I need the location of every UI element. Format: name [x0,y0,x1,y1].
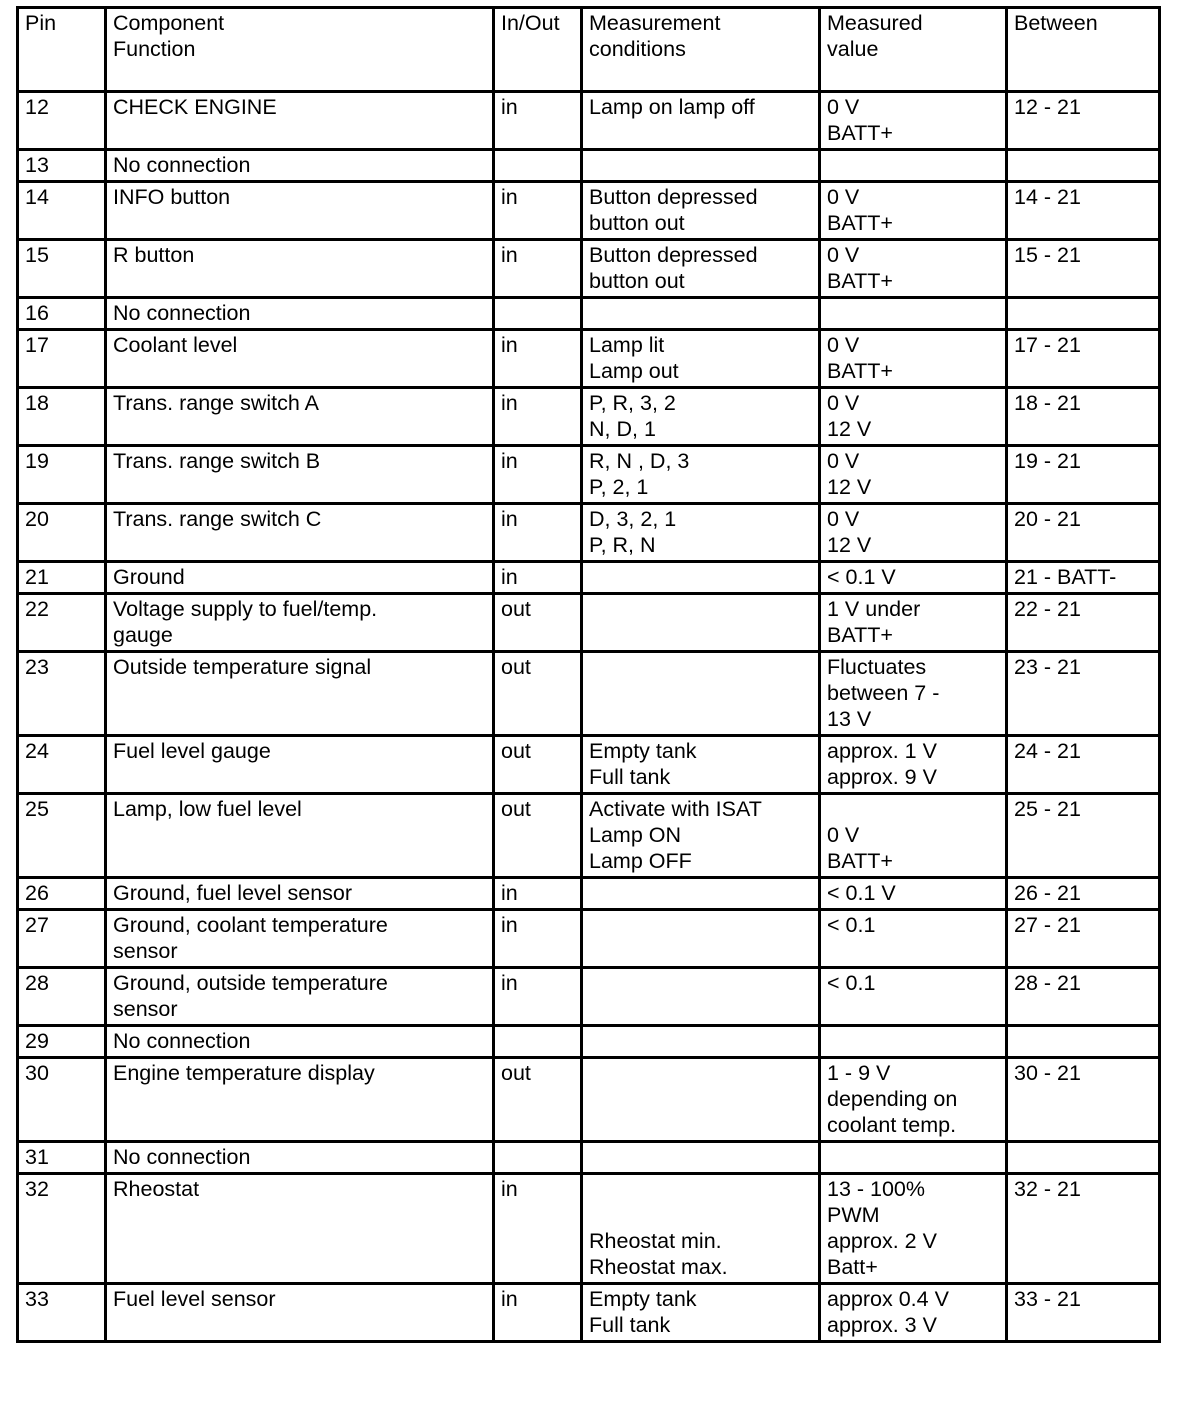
cell-between: 12 - 21 [1007,92,1160,150]
cell-measurement-conditions [582,1058,820,1142]
cell-component-function: No connection [106,1142,494,1174]
cell-component-function: Fuel level gauge [106,736,494,794]
table-row [18,1142,1160,1174]
cell-pin: 15 [18,240,106,298]
table-row [18,562,1160,594]
pin-measurement-table [16,6,1161,1343]
cell-pin: 18 [18,388,106,446]
cell-between: 32 - 21 [1007,1174,1160,1284]
table-row [18,150,1160,182]
cell-in-out: in [494,1174,582,1284]
cell-measurement-conditions: Button depressed button out [582,240,820,298]
cell-measured-value [820,150,1007,182]
table-row [18,240,1160,298]
cell-measurement-conditions [582,1142,820,1174]
cell-measurement-conditions: Empty tank Full tank [582,736,820,794]
cell-component-function: Ground, coolant temperature sensor [106,910,494,968]
cell-measurement-conditions [582,1026,820,1058]
cell-pin: 31 [18,1142,106,1174]
table-row [18,1058,1160,1142]
cell-in-out: in [494,330,582,388]
cell-in-out [494,1026,582,1058]
cell-between: 17 - 21 [1007,330,1160,388]
cell-measured-value [820,1142,1007,1174]
cell-component-function: CHECK ENGINE [106,92,494,150]
cell-component-function: Coolant level [106,330,494,388]
cell-pin: 16 [18,298,106,330]
cell-component-function: Rheostat [106,1174,494,1284]
table-row [18,968,1160,1026]
cell-pin: 30 [18,1058,106,1142]
cell-measured-value: < 0.1 [820,968,1007,1026]
cell-measurement-conditions: Lamp lit Lamp out [582,330,820,388]
cell-in-out: out [494,652,582,736]
table-row [18,1026,1160,1058]
cell-in-out: in [494,968,582,1026]
cell-between: 22 - 21 [1007,594,1160,652]
table-row [18,736,1160,794]
cell-pin: 33 [18,1284,106,1342]
cell-pin: 14 [18,182,106,240]
cell-component-function: No connection [106,150,494,182]
cell-pin: 29 [18,1026,106,1058]
cell-in-out: in [494,910,582,968]
table-row [18,388,1160,446]
cell-component-function: No connection [106,1026,494,1058]
cell-between: 26 - 21 [1007,878,1160,910]
cell-component-function: Ground, outside temperature sensor [106,968,494,1026]
cell-measured-value: 1 V under BATT+ [820,594,1007,652]
cell-between [1007,150,1160,182]
cell-measurement-conditions [582,878,820,910]
cell-between: 25 - 21 [1007,794,1160,878]
cell-pin: 24 [18,736,106,794]
cell-between: 30 - 21 [1007,1058,1160,1142]
cell-between: 19 - 21 [1007,446,1160,504]
cell-pin: 13 [18,150,106,182]
cell-measured-value: approx 0.4 V approx. 3 V [820,1284,1007,1342]
cell-component-function: R button [106,240,494,298]
cell-component-function: Ground, fuel level sensor [106,878,494,910]
cell-measured-value: 0 V BATT+ [820,330,1007,388]
cell-component-function: Voltage supply to fuel/temp. gauge [106,594,494,652]
cell-measured-value: 1 - 9 V depending on coolant temp. [820,1058,1007,1142]
cell-measurement-conditions: Rheostat min. Rheostat max. [582,1174,820,1284]
cell-pin: 20 [18,504,106,562]
cell-pin: 28 [18,968,106,1026]
cell-measured-value: 0 V BATT+ [820,794,1007,878]
cell-in-out: in [494,446,582,504]
cell-between: 20 - 21 [1007,504,1160,562]
table-body [18,92,1160,1342]
cell-measurement-conditions [582,968,820,1026]
cell-between: 24 - 21 [1007,736,1160,794]
cell-in-out: out [494,794,582,878]
cell-measurement-conditions [582,652,820,736]
cell-between: 21 - BATT- [1007,562,1160,594]
cell-component-function: Engine temperature display [106,1058,494,1142]
cell-measurement-conditions: Lamp on lamp off [582,92,820,150]
table-row [18,504,1160,562]
cell-measured-value: < 0.1 [820,910,1007,968]
cell-between: 18 - 21 [1007,388,1160,446]
cell-measurement-conditions: Activate with ISAT Lamp ON Lamp OFF [582,794,820,878]
cell-measured-value: 0 V BATT+ [820,92,1007,150]
cell-pin: 32 [18,1174,106,1284]
cell-in-out: in [494,1284,582,1342]
cell-in-out [494,298,582,330]
cell-between: 15 - 21 [1007,240,1160,298]
cell-component-function: Lamp, low fuel level [106,794,494,878]
cell-between: 27 - 21 [1007,910,1160,968]
table-row [18,794,1160,878]
cell-component-function: No connection [106,298,494,330]
table-row [18,330,1160,388]
header-component-function: Component Function [106,8,494,92]
header-between: Between [1007,8,1160,92]
cell-pin: 17 [18,330,106,388]
cell-measurement-conditions: P, R, 3, 2 N, D, 1 [582,388,820,446]
cell-measured-value: < 0.1 V [820,562,1007,594]
cell-between [1007,298,1160,330]
cell-measured-value: 0 V BATT+ [820,240,1007,298]
cell-in-out: in [494,240,582,298]
table-row [18,1174,1160,1284]
cell-component-function: Trans. range switch C [106,504,494,562]
cell-measurement-conditions: R, N , D, 3 P, 2, 1 [582,446,820,504]
cell-measured-value [820,1026,1007,1058]
header-pin: Pin [18,8,106,92]
cell-pin: 25 [18,794,106,878]
cell-in-out [494,1142,582,1174]
cell-in-out: out [494,1058,582,1142]
cell-measured-value [820,298,1007,330]
cell-in-out: in [494,388,582,446]
cell-in-out: out [494,736,582,794]
cell-measured-value: 0 V 12 V [820,388,1007,446]
cell-component-function: Trans. range switch A [106,388,494,446]
cell-measurement-conditions [582,562,820,594]
cell-in-out: in [494,182,582,240]
pin-table-sheet [16,6,1161,1343]
cell-measurement-conditions: Empty tank Full tank [582,1284,820,1342]
cell-pin: 22 [18,594,106,652]
table-row [18,878,1160,910]
cell-between [1007,1026,1160,1058]
cell-pin: 21 [18,562,106,594]
cell-component-function: INFO button [106,182,494,240]
table-row [18,182,1160,240]
cell-component-function: Fuel level sensor [106,1284,494,1342]
cell-pin: 19 [18,446,106,504]
cell-pin: 12 [18,92,106,150]
cell-measured-value: 13 - 100% PWM approx. 2 V Batt+ [820,1174,1007,1284]
header-measurement-conditions: Measurement conditions [582,8,820,92]
cell-pin: 26 [18,878,106,910]
table-row [18,92,1160,150]
cell-measured-value: Fluctuates between 7 - 13 V [820,652,1007,736]
cell-between [1007,1142,1160,1174]
header-measured-value: Measured value [820,8,1007,92]
cell-pin: 27 [18,910,106,968]
table-row [18,298,1160,330]
cell-between: 28 - 21 [1007,968,1160,1026]
cell-measurement-conditions: D, 3, 2, 1 P, R, N [582,504,820,562]
cell-measured-value: 0 V 12 V [820,504,1007,562]
cell-in-out [494,150,582,182]
cell-measurement-conditions [582,298,820,330]
table-row [18,446,1160,504]
cell-in-out: in [494,92,582,150]
cell-measurement-conditions: Button depressed button out [582,182,820,240]
cell-component-function: Outside temperature signal [106,652,494,736]
table-row [18,1284,1160,1342]
cell-measurement-conditions [582,910,820,968]
cell-pin: 23 [18,652,106,736]
cell-measurement-conditions [582,150,820,182]
table-row [18,910,1160,968]
cell-measured-value: approx. 1 V approx. 9 V [820,736,1007,794]
cell-in-out: in [494,562,582,594]
header-in-out: In/Out [494,8,582,92]
cell-measured-value: 0 V 12 V [820,446,1007,504]
cell-between: 14 - 21 [1007,182,1160,240]
cell-measured-value: 0 V BATT+ [820,182,1007,240]
cell-component-function: Trans. range switch B [106,446,494,504]
table-row [18,652,1160,736]
cell-in-out: in [494,878,582,910]
cell-in-out: in [494,504,582,562]
table-header-row [18,8,1160,92]
cell-component-function: Ground [106,562,494,594]
cell-measurement-conditions [582,594,820,652]
cell-between: 33 - 21 [1007,1284,1160,1342]
cell-between: 23 - 21 [1007,652,1160,736]
table-row [18,594,1160,652]
cell-measured-value: < 0.1 V [820,878,1007,910]
cell-in-out: out [494,594,582,652]
